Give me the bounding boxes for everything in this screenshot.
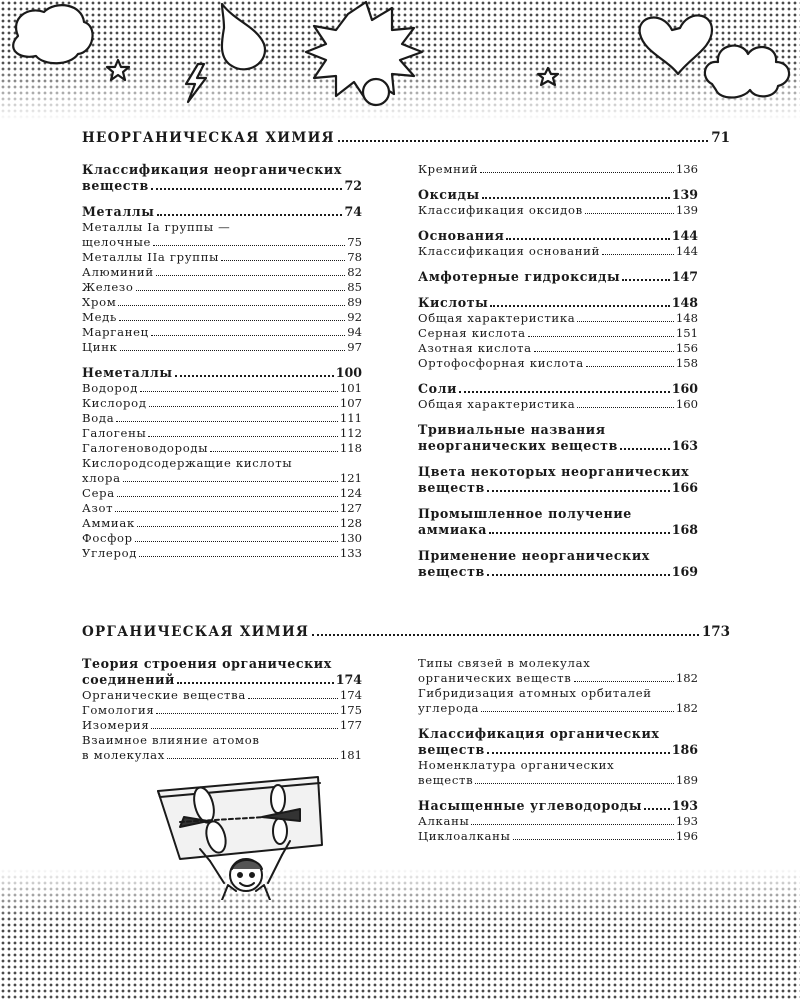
toc-entry-page: 174 [339, 688, 362, 702]
dot-leader [586, 366, 674, 367]
dot-leader [471, 824, 673, 825]
toc-entry[interactable] [418, 311, 698, 326]
toc-entry[interactable] [82, 531, 362, 546]
toc-entry-page: 182 [675, 671, 698, 685]
toc-entry-label: Соли [418, 381, 458, 396]
toc-entry[interactable] [418, 203, 698, 218]
toc-entry-page: 101 [339, 381, 362, 395]
toc-entry-label: Кислород [82, 396, 147, 410]
toc-entry-page: 144 [671, 228, 698, 243]
dot-leader [116, 421, 338, 422]
p-orbital-lobe [271, 785, 285, 813]
toc-entry-label: Насыщенные углеводороды [418, 798, 643, 813]
toc-entry-page: 130 [339, 531, 362, 545]
toc-entry-page: 193 [671, 798, 698, 813]
toc-entry-label: неорганических веществ [418, 438, 618, 453]
toc-entry[interactable] [82, 688, 362, 703]
dot-leader [480, 172, 674, 173]
toc-entry-label: Неметаллы [82, 365, 173, 380]
toc-entry[interactable] [82, 486, 362, 501]
inorganic-right-column [418, 162, 698, 580]
section-title: НЕОРГАНИЧЕСКАЯ ХИМИЯ [82, 130, 335, 146]
dot-leader [153, 245, 345, 246]
toc-entry-label: Общая характеристика [418, 397, 576, 411]
toc-entry-label: Аммиак [82, 516, 135, 530]
toc-entry-label: Галогеноводороды [82, 441, 209, 455]
dot-leader [151, 728, 338, 729]
toc-entry-page: 193 [675, 814, 698, 828]
dot-leader [117, 496, 338, 497]
toc-entry-page: 158 [675, 356, 698, 370]
toc-entry[interactable] [418, 773, 698, 788]
toc-entry-page: 89 [347, 295, 362, 309]
toc-entry-page: 196 [675, 829, 698, 843]
toc-entry-label: веществ [418, 564, 485, 579]
dot-leader [475, 783, 673, 784]
inorganic-left-column [82, 162, 362, 561]
dot-leader [248, 698, 338, 699]
dot-leader [644, 808, 670, 810]
toc-entry[interactable] [418, 381, 698, 397]
dot-leader [513, 839, 674, 840]
dot-leader [459, 391, 670, 393]
toc-entry[interactable] [418, 295, 698, 311]
dot-leader [136, 290, 346, 291]
dot-leader [210, 451, 338, 452]
toc-entry-page: 128 [339, 516, 362, 530]
dot-leader [489, 532, 670, 534]
page-number: 71 [711, 130, 730, 146]
dot-leader [602, 254, 674, 255]
toc-entry-page: 97 [347, 340, 362, 354]
toc-entry-label: веществ [418, 773, 474, 787]
dot-leader [120, 350, 346, 351]
toc-entry-page: 160 [671, 381, 698, 396]
toc-entry-label: Циклоалканы [418, 829, 511, 843]
toc-entry[interactable] [82, 501, 362, 516]
organic-right-column [418, 656, 698, 844]
dot-leader [139, 556, 338, 557]
toc-entry[interactable] [82, 426, 362, 441]
toc-entry[interactable] [418, 564, 698, 580]
toc-entry-label: Кремний [418, 162, 479, 176]
toc-entry-page: 136 [675, 162, 698, 176]
star-icon [538, 68, 558, 85]
toc-entry-label: Хром [82, 295, 117, 309]
toc-entry[interactable] [82, 280, 362, 295]
toc-entry[interactable] [418, 480, 698, 496]
toc-entry-label: Фосфор [82, 531, 133, 545]
heart-icon [640, 15, 712, 74]
toc-entry[interactable] [82, 411, 362, 426]
toc-entry-label: Общая характеристика [418, 311, 576, 325]
toc-entry-label: Железо [82, 280, 134, 294]
toc-entry-page: 160 [675, 397, 698, 411]
toc-entry-label: Алканы [418, 814, 470, 828]
dot-leader [577, 407, 673, 408]
toc-entry-label: Классификация оснований [418, 244, 601, 258]
dot-leader [481, 711, 674, 712]
toc-entry-line: Кислородсодержащие кислоты [82, 456, 293, 470]
dot-leader [156, 275, 345, 276]
toc-entry-line: Гибридизация атомных орбиталей [418, 686, 652, 700]
toc-entry[interactable] [418, 326, 698, 341]
dot-leader [118, 305, 345, 306]
dot-leader [149, 406, 338, 407]
toc-entry-line: Взаимное влияние атомов [82, 733, 260, 747]
toc-entry[interactable] [82, 250, 362, 265]
dot-leader [156, 713, 337, 714]
toc-entry[interactable] [82, 441, 362, 456]
toc-entry-line: Номенклатура органических [418, 758, 615, 772]
dot-leader [157, 214, 343, 216]
toc-entry[interactable] [82, 471, 362, 486]
dot-leader [487, 490, 670, 492]
toc-entry[interactable] [418, 798, 698, 814]
toc-entry[interactable] [418, 438, 698, 454]
toc-entry[interactable] [82, 310, 362, 325]
toc-entry-label: Медь [82, 310, 117, 324]
toc-entry[interactable] [418, 701, 698, 716]
dot-leader [119, 320, 345, 321]
toc-entry-page: 151 [675, 326, 698, 340]
toc-entry[interactable] [82, 235, 362, 250]
dot-leader [620, 448, 670, 450]
section-header-organic [82, 624, 730, 640]
dot-leader [151, 335, 345, 336]
circle-bubble-icon [363, 79, 389, 105]
toc-entry[interactable] [82, 178, 362, 194]
toc-entry-label: Гомология [82, 703, 155, 717]
dot-leader [137, 526, 338, 527]
dot-leader [221, 260, 345, 261]
toc-entry[interactable] [82, 718, 362, 733]
toc-entry-label: веществ [82, 178, 149, 193]
toc-entry-line: Промышленное получение [418, 506, 632, 521]
toc-entry-line: Цвета некоторых неорганических [418, 464, 690, 479]
toc-entry-label: Металлы [82, 204, 155, 219]
toc-entry-label: веществ [418, 742, 485, 757]
toc-entry-label: Сера [82, 486, 115, 500]
toc-entry[interactable] [82, 295, 362, 310]
dot-leader [506, 238, 669, 240]
dot-leader [534, 351, 674, 352]
toc-entry-page: 186 [671, 742, 698, 757]
toc-entry-page: 72 [344, 178, 362, 193]
toc-entry-line: Классификация органических [418, 726, 660, 741]
toc-entry[interactable] [418, 244, 698, 259]
toc-entry-label: Металлы IIa группы [82, 250, 220, 264]
toc-entry[interactable] [82, 516, 362, 531]
dot-leader [312, 634, 699, 636]
toc-entry-page: 133 [339, 546, 362, 560]
toc-entry[interactable] [82, 340, 362, 355]
toc-entry-label: аммиака [418, 522, 487, 537]
toc-entry[interactable] [418, 356, 698, 371]
dot-leader [338, 140, 708, 142]
toc-entry-line: Классификация неорганических [82, 162, 342, 177]
toc-entry-line: Применение неорганических [418, 548, 650, 563]
toc-entry-page: 174 [335, 672, 362, 687]
toc-entry-label: в молекулах [82, 748, 166, 762]
toc-entry-page: 112 [339, 426, 362, 440]
toc-entry-page: 166 [671, 480, 698, 495]
toc-entry[interactable] [418, 162, 698, 177]
p-orbital-lobe [273, 818, 287, 844]
toc-entry-label: хлора [82, 471, 121, 485]
halftone-bottom-band [0, 868, 800, 1000]
toc-entry-page: 148 [671, 295, 698, 310]
toc-entry-page: 144 [675, 244, 698, 258]
toc-entry-label: Кислоты [418, 295, 489, 310]
toc-entry-page: 169 [671, 564, 698, 579]
toc-entry-label: Ортофосфорная кислота [418, 356, 584, 370]
toc-entry-label: Углерод [82, 546, 138, 560]
toc-entry-label: Органические вещества [82, 688, 246, 702]
toc-entry-label: Галогены [82, 426, 147, 440]
section-title: ОРГАНИЧЕСКАЯ ХИМИЯ [82, 624, 310, 640]
toc-entry[interactable] [418, 269, 698, 285]
toc-entry-label: Классификация оксидов [418, 203, 583, 217]
dot-leader [140, 391, 338, 392]
toc-entry-page: 177 [339, 718, 362, 732]
toc-entry-label: органических веществ [418, 671, 572, 685]
toc-entry-page: 124 [339, 486, 362, 500]
dot-leader [585, 213, 674, 214]
toc-entry-page: 92 [347, 310, 362, 324]
toc-entry-line: Тривиальные названия [418, 422, 606, 437]
toc-entry-label: Водород [82, 381, 139, 395]
toc-entry-page: 139 [671, 187, 698, 202]
dot-leader [115, 511, 338, 512]
toc-entry-page: 175 [339, 703, 362, 717]
toc-entry-label: Марганец [82, 325, 149, 339]
toc-entry-line: Металлы Ia группы — [82, 220, 231, 234]
dot-leader [577, 321, 673, 322]
toc-entry[interactable] [82, 546, 362, 561]
toc-entry-label: Изомерия [82, 718, 150, 732]
dot-leader [123, 481, 338, 482]
toc-entry-page: 127 [339, 501, 362, 515]
toc-entry-page: 100 [335, 365, 362, 380]
toc-entry[interactable] [82, 703, 362, 718]
toc-entry[interactable] [82, 265, 362, 280]
toc-entry[interactable] [418, 522, 698, 538]
toc-entry-page: 156 [675, 341, 698, 355]
toc-entry-page: 111 [339, 411, 362, 425]
cloud-icon [705, 46, 789, 98]
toc-entry-label: веществ [418, 480, 485, 495]
toc-entry[interactable] [82, 365, 362, 381]
header-decorations [0, 0, 800, 125]
dot-leader [490, 305, 669, 307]
toc-entry-label: Алюминий [82, 265, 154, 279]
toc-entry[interactable] [418, 341, 698, 356]
toc-entry-page: 118 [339, 441, 362, 455]
dot-leader [487, 752, 670, 754]
toc-entry-label: Основания [418, 228, 505, 243]
toc-entry-page: 74 [344, 204, 362, 219]
toc-entry-page: 163 [671, 438, 698, 453]
toc-entry-page: 181 [339, 748, 362, 762]
toc-entry-line: Типы связей в молекулах [418, 656, 591, 670]
toc-entry-label: Азот [82, 501, 114, 515]
toc-entry[interactable] [82, 672, 362, 688]
toc-entry[interactable] [418, 742, 698, 758]
dot-leader [177, 682, 334, 684]
speech-drop-icon [222, 4, 265, 69]
toc-entry-page: 94 [347, 325, 362, 339]
toc-entry-page: 78 [347, 250, 362, 264]
toc-entry-page: 182 [675, 701, 698, 715]
toc-entry-label: щелочные [82, 235, 152, 249]
toc-entry-line: Теория строения органических [82, 656, 332, 671]
toc-entry-page: 147 [671, 269, 698, 284]
toc-entry-label: Амфотерные гидроксиды [418, 269, 621, 284]
toc-entry[interactable] [82, 396, 362, 411]
toc-entry-label: Азотная кислота [418, 341, 532, 355]
thought-bubble-icon [13, 5, 92, 63]
dot-leader [175, 375, 334, 377]
toc-entry[interactable] [418, 814, 698, 829]
section-header-inorganic [82, 130, 730, 146]
toc-entry-label: соединений [82, 672, 175, 687]
toc-entry-page: 82 [347, 265, 362, 279]
toc-entry-page: 189 [675, 773, 698, 787]
toc-entry-page: 75 [347, 235, 362, 249]
toc-entry-label: углерода [418, 701, 480, 715]
star-icon [107, 60, 129, 80]
dot-leader [148, 436, 337, 437]
toc-entry-label: Оксиды [418, 187, 480, 202]
dot-leader [151, 188, 343, 190]
toc-entry-label: Цинк [82, 340, 118, 354]
toc-entry-label: Вода [82, 411, 115, 425]
toc-entry[interactable] [418, 829, 698, 844]
toc-entry-page: 148 [675, 311, 698, 325]
toc-entry[interactable] [82, 381, 362, 396]
dot-leader [135, 541, 338, 542]
dot-leader [167, 758, 338, 759]
lightning-icon [186, 64, 206, 102]
dot-leader [574, 681, 674, 682]
dot-leader [487, 574, 670, 576]
dot-leader [622, 279, 670, 281]
toc-entry[interactable] [82, 325, 362, 340]
toc-entry-page: 139 [675, 203, 698, 217]
toc-entry-page: 85 [347, 280, 362, 294]
organic-left-column [82, 656, 362, 763]
toc-entry[interactable] [82, 748, 362, 763]
dot-leader [528, 336, 674, 337]
page-number: 173 [701, 624, 730, 640]
toc-entry[interactable] [82, 204, 362, 220]
toc-entry-page: 121 [339, 471, 362, 485]
toc-entry[interactable] [418, 187, 698, 203]
toc-entry[interactable] [418, 228, 698, 244]
toc-entry[interactable] [418, 671, 698, 686]
toc-entry-page: 107 [339, 396, 362, 410]
toc-entry-label: Серная кислота [418, 326, 526, 340]
dot-leader [482, 197, 670, 199]
toc-entry[interactable] [418, 397, 698, 412]
toc-entry-page: 168 [671, 522, 698, 537]
orbital-poster-illustration [150, 775, 330, 900]
